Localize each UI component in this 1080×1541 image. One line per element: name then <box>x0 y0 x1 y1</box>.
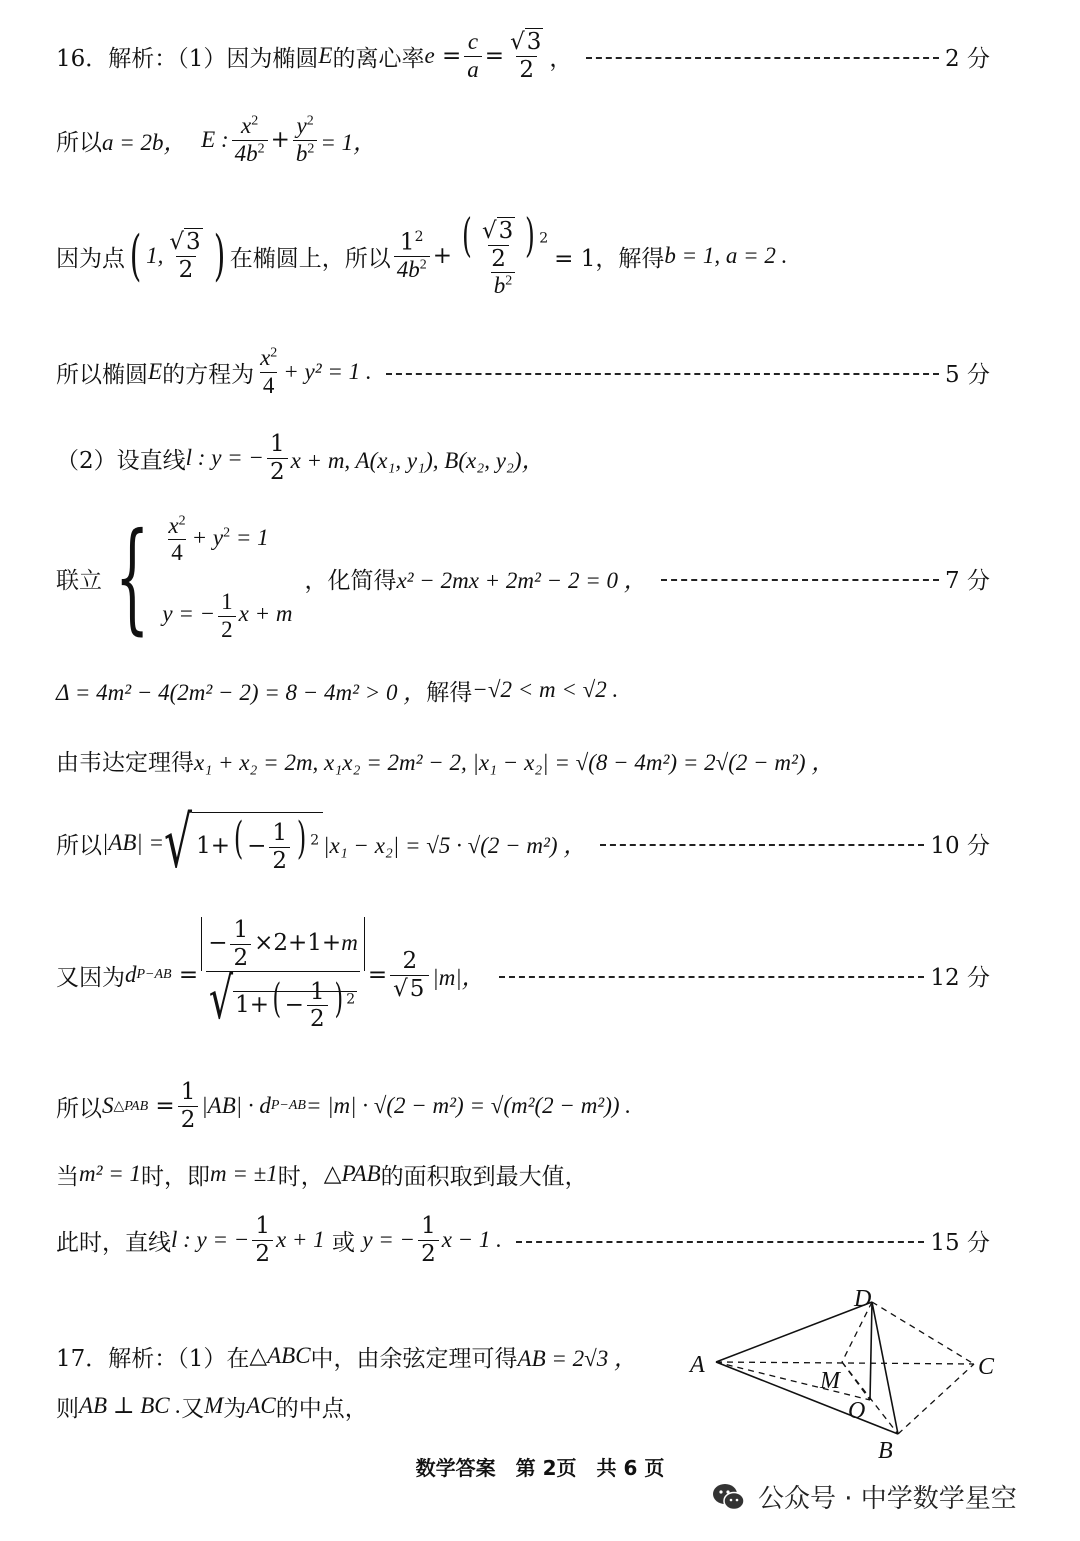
var-AC: AC <box>246 1393 276 1418</box>
score-label: 5 分 <box>945 361 990 388</box>
eq-tail2: = |m| · √(2 − m²) = √(m²(2 − m²)) . <box>305 1093 632 1118</box>
line-point-on-ellipse: 因为点 ( 1, √3 2 ) 在椭圆上，所以 $1^2$ $4b^2$ + ( $\frac{√3}{2}$ ) $^2$ $b^2$ = 1，解得 b = 1, a = 2 . <box>56 208 788 299</box>
frac-y2-b2: $\frac{y^2}{b^2}$ <box>293 113 318 167</box>
text: 的离心率 <box>332 45 425 72</box>
line-discriminant <box>56 668 990 712</box>
frac-1-2: 1 2 <box>178 1079 199 1133</box>
eq: △ABC <box>249 1343 311 1368</box>
dash-leader <box>661 579 939 581</box>
text: ，化简得 <box>304 567 397 594</box>
watermark <box>712 1478 1017 1515</box>
var-E: E <box>318 43 333 68</box>
edge-DB <box>872 1302 898 1434</box>
line-vieta <box>56 738 990 782</box>
line-chord-length: 所以 |AB| = √ 1+( − $\frac{1}{2}$ ) $^2$ |x₁ − x₂| = √5 · √(2 − m²) ， 10 分 <box>56 802 990 884</box>
frac-1-2: $\frac{1}{2}$ <box>267 431 288 485</box>
text: 则 <box>56 1395 79 1422</box>
score-label: 7 分 <box>945 567 990 594</box>
text: 此时，直线 <box>56 1229 171 1256</box>
text: 的中点， <box>275 1395 368 1422</box>
eq: △PAB <box>323 1161 381 1186</box>
text: 解得 <box>426 679 473 706</box>
text: 或 <box>332 1229 355 1256</box>
text: 的面积取到最大值， <box>380 1163 588 1190</box>
edge-BC <box>898 1364 974 1434</box>
watermark-text: 公众号 · 中学数学星空 <box>758 1484 1017 1514</box>
edge-DC <box>872 1302 974 1364</box>
text: 在椭圆上，所以 <box>229 245 391 272</box>
frac-x2-4: $x^2$ 4 <box>260 345 278 398</box>
dash-leader <box>499 976 925 978</box>
eq: AB = 2√3 ， <box>517 1345 638 1371</box>
wechat-icon <box>712 1482 746 1512</box>
eq-a-2b: a = 2b， <box>102 129 187 155</box>
line-ellipse-result <box>56 340 990 404</box>
frac-x2-4b2: $x^2$ $4b^2$ <box>232 113 268 167</box>
eq: y = − <box>362 1227 416 1252</box>
label-B: B <box>878 1438 893 1462</box>
eq: x − 1 . <box>441 1227 502 1252</box>
text: 由韦达定理得 <box>56 749 194 776</box>
edge-AD <box>716 1302 872 1362</box>
line-16-eccentricity: 16．解析：（1）因为椭圆 E 的离心率 e = c a = √3 2 ， 2 分 <box>56 29 990 83</box>
score-label: 12 分 <box>930 964 990 991</box>
eq: x + 1 <box>275 1227 325 1252</box>
edge-AO <box>716 1362 870 1400</box>
dash-leader <box>516 1241 924 1243</box>
var-d: d <box>125 962 137 987</box>
text: 为 <box>223 1395 247 1422</box>
line-distance: 又因为 d P−AB = − $\frac{1}{2}$ ×2+1+m √1+( − $\frac{1}{2}$ ) $^2$ = 2 √5 |m|， 12 分 <box>56 917 990 1033</box>
line-part2-setup <box>56 426 990 490</box>
var-e: e <box>424 43 435 68</box>
text: （2）设直线 <box>56 447 186 474</box>
score-label: 15 分 <box>930 1229 990 1256</box>
text: = 1，解得 <box>554 245 665 272</box>
text: 联立 <box>56 567 102 594</box>
eq-tail: |m|， <box>432 964 485 990</box>
text: 所以 <box>56 832 102 859</box>
frac-1-2: $\frac{1}{2}$ <box>252 1213 273 1267</box>
eq: m² = 1 <box>79 1161 142 1186</box>
text: 16．解析：（1）因为椭圆 <box>56 45 319 72</box>
result: b = 1, a = 2 . <box>664 243 788 268</box>
page-footer: 数学答案 第 2页 共 6 页 <box>415 1456 665 1480</box>
eq-line: l : y = − <box>185 445 264 470</box>
var-E: E : <box>201 127 229 152</box>
frac-sqrt3-2: √3 2 <box>510 29 542 83</box>
score-label: 2 分 <box>945 45 990 72</box>
frac-1-4b2: $1^2$ $4b^2$ <box>394 229 430 284</box>
text: 所以 <box>56 1095 102 1122</box>
eq-ab: |AB| = <box>102 830 165 855</box>
eq: m = ±1 <box>210 1161 278 1186</box>
line-ellipse-equation: 所以 a = 2b， E : $x^2$ $4b^2$ + $\frac{y^2}{b^2}$ = 1， <box>56 113 377 166</box>
frac-1-2: $\frac{1}{2}$ <box>418 1213 439 1267</box>
line-17-start <box>56 1334 680 1378</box>
var-E: E <box>148 359 163 384</box>
eq: AB ⊥ BC . <box>79 1393 182 1418</box>
eq: l : y = − <box>171 1227 250 1252</box>
frac-nested: ( $\frac{√3}{2}$ ) $^2$ $b^2$ <box>462 208 549 299</box>
text: 的方程为 <box>162 361 255 388</box>
label-A: A <box>690 1352 705 1378</box>
label-M: M <box>820 1368 840 1394</box>
result: −√2 < m < √2 . <box>472 677 619 702</box>
tetrahedron-figure <box>688 1282 1004 1462</box>
equation-system: $\frac{x^2}{4}$ + $y^2 = 1$ y = − $\frac{1}{2}$ x + m <box>162 513 293 642</box>
text: 又因为 <box>56 964 125 991</box>
line-area: 所以 S △PAB = 1 2 |AB| · d P−AB = |m| · √(2 − m²) = √(m²(2 − m²)) . <box>56 1079 632 1133</box>
text: 中，由余弦定理可得 <box>310 1345 518 1372</box>
line-final-lines <box>56 1208 990 1272</box>
text: 又 <box>181 1395 205 1422</box>
eq-tail: x + m, A(x₁, y₁), B(x₂, y₂)， <box>290 447 545 473</box>
text: 时，即 <box>141 1163 211 1190</box>
frac-c-a: c a <box>464 29 482 83</box>
edge-AC <box>716 1362 974 1364</box>
text: 所以 <box>56 129 102 156</box>
frac-2-sqrt5: 2 √5 <box>390 948 429 1002</box>
frac-sqrt3-2: √3 2 <box>169 229 201 283</box>
line-17-perp <box>56 1384 680 1428</box>
text: 时， <box>277 1163 324 1190</box>
score-label: 10 分 <box>930 832 990 859</box>
label-C: C <box>978 1354 995 1380</box>
text: 17．解析：（1）在 <box>56 1345 250 1372</box>
label-D: D <box>854 1286 872 1312</box>
var-S: S <box>102 1093 114 1118</box>
label-O: O <box>848 1398 866 1424</box>
eq-vieta: x₁ + x₂ = 2m, x₁x₂ = 2m² − 2, |x₁ − x₂| = √(8 − 4m²) = 2√(2 − m²) ， <box>194 749 835 775</box>
var-M: M <box>204 1393 224 1418</box>
dash-leader <box>586 57 939 59</box>
line-system: 联立 { $\frac{x^2}{4}$ + $y^2 = 1$ y = − $\frac{1}{2}$ x + m ，化简得 x² − 2mx + 2m² − 2 = 0 ， 7 分 <box>56 508 990 647</box>
eq-tail: |AB| · d <box>201 1093 271 1118</box>
eq-quadratic: x² − 2mx + 2m² − 2 = 0 ， <box>396 567 647 593</box>
eq-delta: Δ = 4m² − 4(2m² − 2) = 8 − 4m² > 0 ， <box>56 679 427 705</box>
eq-tail: |x₁ − x₂| = √5 · √(2 − m²) ， <box>323 832 587 858</box>
frac-distance: − $\frac{1}{2}$ ×2+1+m √1+( − $\frac{1}{2}$ ) $^2$ <box>201 917 365 1033</box>
line-max-area <box>56 1152 990 1196</box>
text: 当 <box>56 1163 79 1190</box>
dash-leader <box>600 844 924 846</box>
edge-DO <box>870 1302 872 1400</box>
dash-leader <box>386 373 939 375</box>
text: 所以椭圆 <box>56 361 148 388</box>
eq-tail: + y² = 1 . <box>283 359 372 384</box>
text: 因为点 <box>56 245 125 272</box>
